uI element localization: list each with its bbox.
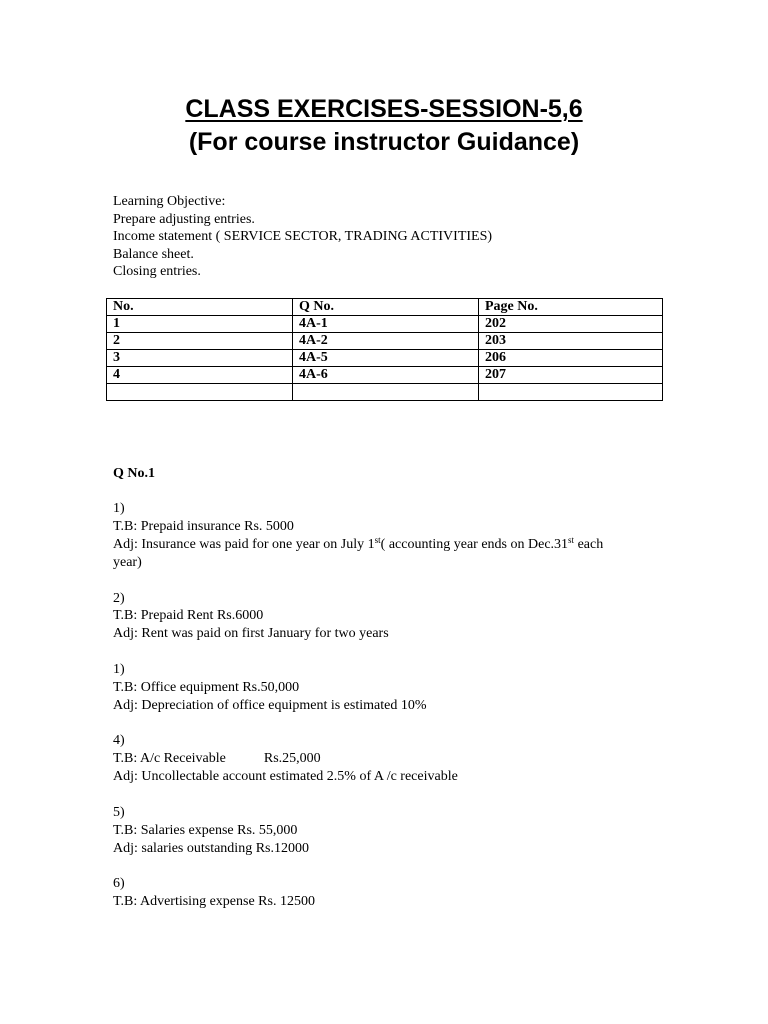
- table-cell: 4A-6: [293, 367, 479, 384]
- table-cell: [479, 384, 663, 401]
- table-cell: 4: [107, 367, 293, 384]
- trial-balance-line: T.B: Prepaid Rent Rs.6000: [113, 608, 264, 623]
- adjustment-line: Adj: Rent was paid on first January for two years: [113, 626, 389, 641]
- trial-balance-line: T.B: Office equipment Rs.50,000: [113, 680, 300, 695]
- superscript: st: [374, 535, 381, 545]
- table-row: [107, 384, 663, 401]
- header-page-no: Page No.: [479, 299, 663, 316]
- table-cell: 3: [107, 350, 293, 367]
- item-number: 1): [113, 662, 125, 677]
- trial-balance-line: T.B: Prepaid insurance Rs. 5000: [113, 519, 294, 534]
- header-q-no: Q No.: [293, 299, 479, 316]
- table-row: [107, 316, 663, 333]
- superscript: st: [568, 535, 575, 545]
- adjustment-line: Adj: Depreciation of office equipment is estimated 10%: [113, 698, 427, 713]
- page-title: CLASS EXERCISES-SESSION-5,6: [185, 95, 583, 123]
- adjustment-line: Adj: Uncollectable account estimated 2.5% of A /c receivable: [113, 769, 458, 784]
- table-cell: 202: [479, 316, 663, 333]
- objective-item: Closing entries.: [113, 264, 201, 280]
- table-cell: 1: [107, 316, 293, 333]
- objective-item: Prepare adjusting entries.: [113, 211, 255, 227]
- item-number: 2): [113, 591, 125, 606]
- table-cell: [107, 384, 293, 401]
- trial-balance-amount: Rs.25,000: [263, 751, 321, 766]
- page-subtitle: (For course instructor Guidance): [188, 128, 580, 156]
- table-cell: 203: [479, 333, 663, 350]
- item-number: 6): [113, 876, 125, 891]
- adjustment-text: each: [574, 537, 604, 552]
- table-cell: [293, 384, 479, 401]
- item-number: 4): [113, 733, 125, 748]
- table-cell: 4A-1: [293, 316, 479, 333]
- trial-balance-line: [113, 750, 321, 767]
- table-row: [107, 367, 663, 384]
- question-heading: Q No.1: [113, 466, 155, 481]
- learning-objective-heading: Learning Objective:: [113, 194, 226, 209]
- item-number: 1): [113, 501, 125, 516]
- adjustment-wrap: year): [113, 555, 142, 570]
- table-header-row: [107, 299, 663, 316]
- adjustment-text: Adj: Insurance was paid for one year on July 1: [113, 537, 375, 552]
- trial-balance-line: T.B: Salaries expense Rs. 55,000: [113, 823, 298, 838]
- adjustment-line: Adj: salaries outstanding Rs.12000: [113, 841, 309, 856]
- objective-item: Balance sheet.: [113, 246, 194, 262]
- table-row: [107, 350, 663, 367]
- table-cell: 2: [107, 333, 293, 350]
- table-cell: 207: [479, 367, 663, 384]
- table-row: [107, 333, 663, 350]
- question-table: [106, 298, 663, 401]
- table-cell: 206: [479, 350, 663, 367]
- item-number: 5): [113, 805, 125, 820]
- adjustment-line: [113, 536, 603, 553]
- objective-item: Income statement ( SERVICE SECTOR, TRADING ACTIVITIES): [113, 229, 493, 245]
- trial-balance-label: T.B: A/c Receivable: [113, 751, 226, 766]
- table-cell: 4A-5: [293, 350, 479, 367]
- learning-objective-section: [113, 193, 492, 281]
- trial-balance-line: T.B: Advertising expense Rs. 12500: [113, 894, 315, 909]
- table-cell: 4A-2: [293, 333, 479, 350]
- header-no: No.: [107, 299, 293, 316]
- adjustment-text: ( accounting year ends on Dec.31: [380, 537, 569, 552]
